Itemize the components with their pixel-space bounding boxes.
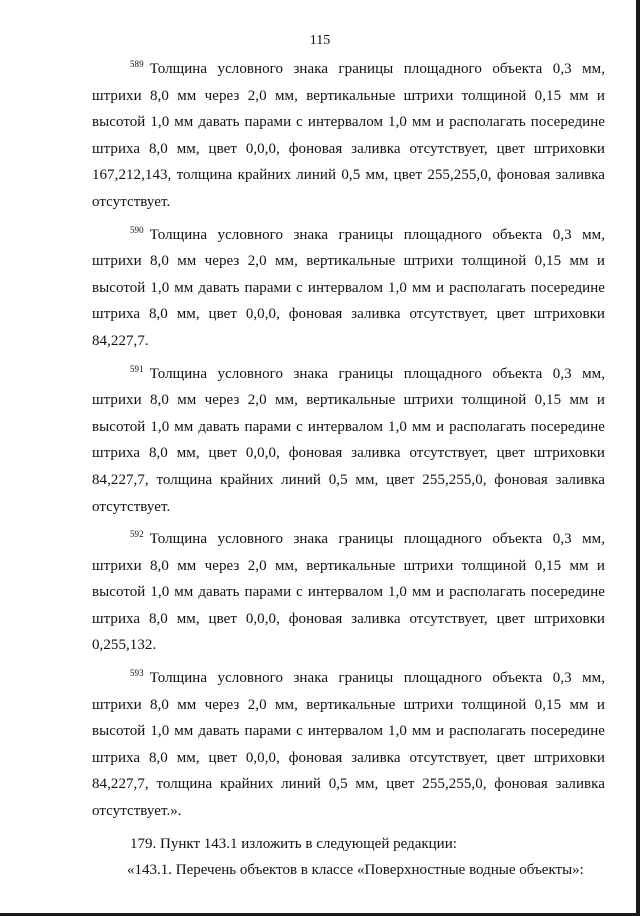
footnote-589 [92,56,605,216]
footnote-number: 591 [130,363,144,374]
footnote-number: 590 [130,224,144,235]
item-179: 179. Пункт 143.1 изложить в следующей редакции: [130,835,457,852]
page-edge-right [636,0,640,916]
footnote-text: Толщина условного знака границы площадного объекта 0,3 мм, штрихи 8,0 мм через 2,0 мм, вертикальные штрихи толщиной 0,15 мм и высотой 1,0 мм давать парами с интервалом 1,0 мм и располагать посередине штриха 8,0 мм, цвет 0,0,0, фоновая заливка отсутствует, цвет штриховки 84,227,7, толщина крайних линий 0,5 мм, цвет 255,255,0, фоновая заливка отсутствует. [92,365,605,515]
footnote-text: Толщина условного знака границы площадного объекта 0,3 мм, штрихи 8,0 мм через 2,0 мм, вертикальные штрихи толщиной 0,15 мм и высотой 1,0 мм давать парами с интервалом 1,0 мм и располагать посередине штриха 8,0 мм, цвет 0,0,0, фоновая заливка отсутствует, цвет штриховки 84,227,7. [92,226,605,349]
footnote-number: 589 [130,59,144,69]
page-number: 115 [309,33,331,48]
footnote-text: Толщина условного знака границы площадного объекта 0,3 мм, штрихи 8,0 мм через 2,0 мм, вертикальные штрихи толщиной 0,15 мм и высотой 1,0 мм давать парами с интервалом 1,0 мм и располагать посередине штриха 8,0 мм, цвет 0,0,0, фоновая заливка отсутствует, цвет штриховки 167,212,143, толщина крайних линий 0,5 мм, цвет 255,255,0, фоновая заливка отсутствует. [92,61,605,210]
footnote-text: Толщина условного знака границы площадного объекта 0,3 мм, штрихи 8,0 мм через 2,0 мм, вертикальные штрихи толщиной 0,15 мм и высотой 1,0 мм давать парами с интервалом 1,0 мм и располагать посередине штриха 8,0 мм, цвет 0,0,0, фоновая заливка отсутствует, цвет штриховки 0,255,132. [92,531,605,654]
footnote-593 [92,665,605,825]
item-143-1-heading: «143.1. Перечень объектов в классе «Поверхностные водные объекты»: [127,862,584,879]
footnote-number: 592 [130,529,144,540]
footnote-text: Толщина условного знака границы площадного объекта 0,3 мм, штрихи 8,0 мм через 2,0 мм, вертикальные штрихи толщиной 0,15 мм и высотой 1,0 мм давать парами с интервалом 1,0 мм и располагать посередине штриха 8,0 мм, цвет 0,0,0, фоновая заливка отсутствует, цвет штриховки 84,227,7, толщина крайних линий 0,5 мм, цвет 255,255,0, фоновая заливка отсутствует.». [92,670,605,820]
footnote-591 [92,361,605,521]
footnote-590 [92,222,605,355]
footnote-number: 593 [130,668,144,679]
page-content [92,56,605,884]
footnote-592 [92,526,605,659]
